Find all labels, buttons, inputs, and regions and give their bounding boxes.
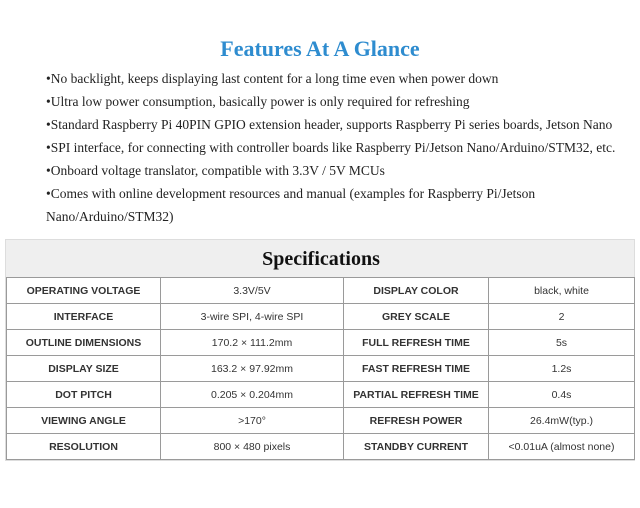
spec-value: 163.2 × 97.92mm: [161, 356, 344, 382]
spec-value: 170.2 × 111.2mm: [161, 330, 344, 356]
spec-label: DISPLAY SIZE: [7, 356, 161, 382]
table-row: [7, 278, 635, 304]
spec-value: 0.205 × 0.204mm: [161, 382, 344, 408]
spec-value: 800 × 480 pixels: [161, 434, 344, 460]
table-row: [7, 408, 635, 434]
table-row: [7, 434, 635, 460]
features-list: [46, 67, 626, 228]
specifications-panel: [5, 239, 635, 461]
spec-label: OUTLINE DIMENSIONS: [7, 330, 161, 356]
spec-label: FAST REFRESH TIME: [344, 356, 489, 382]
spec-value: 3.3V/5V: [161, 278, 344, 304]
spec-value: black, white: [489, 278, 635, 304]
spec-label: RESOLUTION: [7, 434, 161, 460]
feature-item: • Standard Raspberry Pi 40PIN GPIO extension header, supports Raspberry Pi series boards, Jetson Nano: [46, 113, 626, 136]
table-row: [7, 330, 635, 356]
spec-label: VIEWING ANGLE: [7, 408, 161, 434]
spec-label: STANDBY CURRENT: [344, 434, 489, 460]
spec-value: 3-wire SPI, 4-wire SPI: [161, 304, 344, 330]
specifications-table: [6, 277, 635, 460]
spec-value: 1.2s: [489, 356, 635, 382]
spec-value: <0.01uA (almost none): [489, 434, 635, 460]
spec-label: INTERFACE: [7, 304, 161, 330]
spec-label: FULL REFRESH TIME: [344, 330, 489, 356]
spec-value: 0.4s: [489, 382, 635, 408]
feature-item: • Comes with online development resources and manual (examples for Raspberry Pi/Jetson Nano/Arduino/STM32): [46, 182, 626, 228]
feature-item: • No backlight, keeps displaying last content for a long time even when power down: [46, 67, 626, 90]
spec-label: DISPLAY COLOR: [344, 278, 489, 304]
feature-item: • Ultra low power consumption, basically power is only required for refreshing: [46, 90, 626, 113]
spec-value: 2: [489, 304, 635, 330]
spec-label: OPERATING VOLTAGE: [7, 278, 161, 304]
table-row: [7, 356, 635, 382]
spec-label: PARTIAL REFRESH TIME: [344, 382, 489, 408]
table-row: [7, 382, 635, 408]
feature-item: • Onboard voltage translator, compatible with 3.3V / 5V MCUs: [46, 159, 626, 182]
features-title: Features At A Glance: [220, 36, 420, 61]
spec-value: >170°: [161, 408, 344, 434]
table-row: [7, 304, 635, 330]
spec-label: DOT PITCH: [7, 382, 161, 408]
spec-label: REFRESH POWER: [344, 408, 489, 434]
spec-value: 26.4mW(typ.): [489, 408, 635, 434]
specifications-title: Specifications: [262, 248, 380, 270]
spec-label: GREY SCALE: [344, 304, 489, 330]
spec-value: 5s: [489, 330, 635, 356]
feature-item: • SPI interface, for connecting with controller boards like Raspberry Pi/Jetson Nano/Arduino/STM32, etc.: [46, 136, 626, 159]
